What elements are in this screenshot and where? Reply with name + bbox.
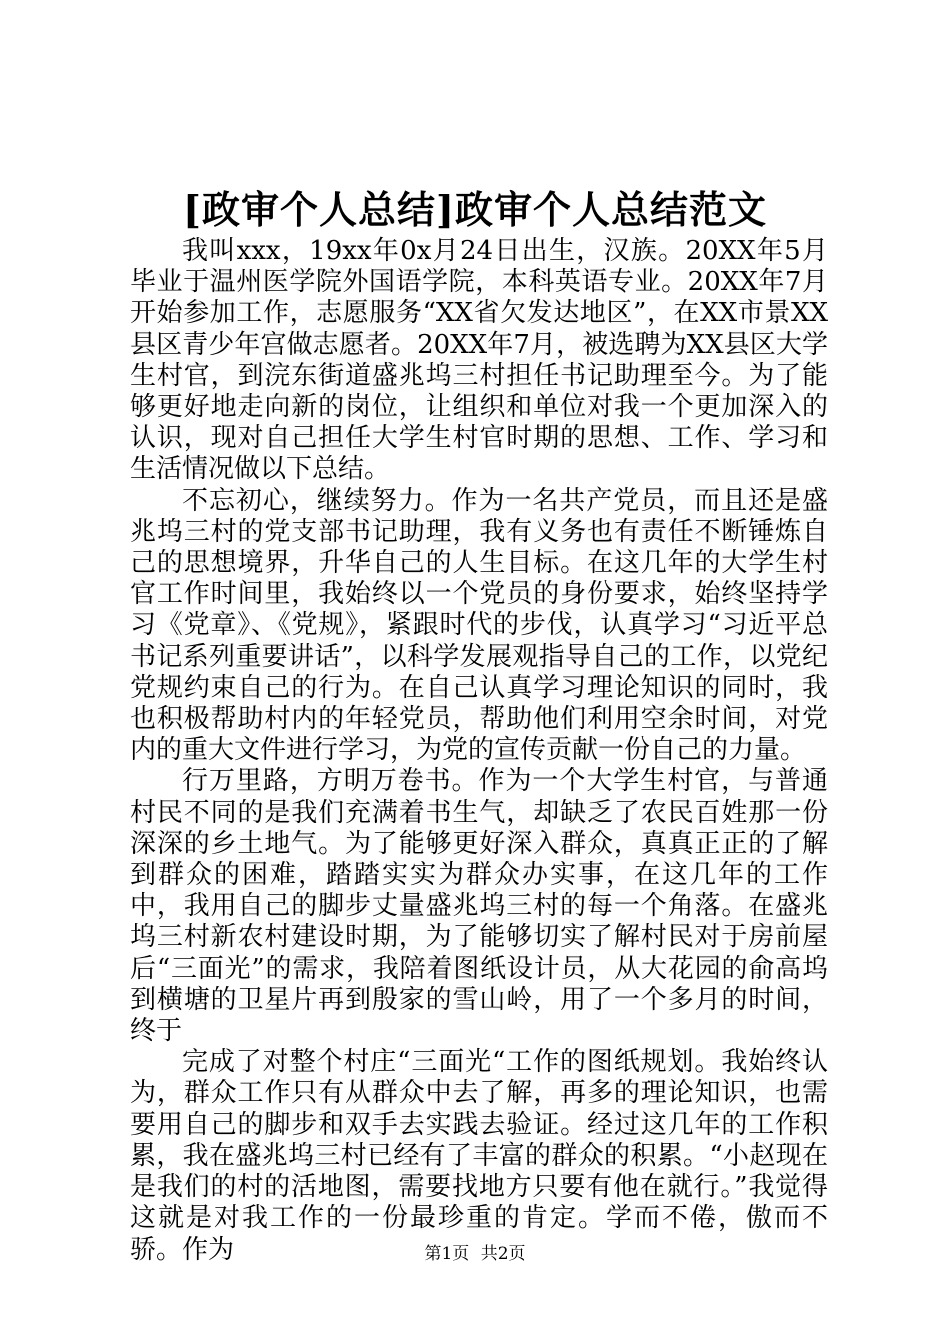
paragraph-party: 不忘初心，继续努力。作为一名共产党员，而且还是盛兆坞三村的党支部书记助理，我有义务也有责任不断锤炼自己的思想境界，升华自己的人生目标。在这几年的大学生村官工作时间里，我始终以一个党员的身份要求，始终坚持学习《党章》、《党规》，紧跟时代的步伐，认真学习“习近平总书记系列重要讲话”，以科学发展观指导自己的工作，以党纪党规约束自己的行为。在自己认真学习理论知识的同时，我也积极帮助村内的年轻党员，帮助他们利用空余时间，对党内的重大文件进行学习，为党的宣传贡献一份自己的力量。 — [130, 485, 828, 766]
paragraph-fieldwork: 行万里路，方明万卷书。作为一个大学生村官，与普通村民不同的是我们充满着书生气，却缺乏了农民百姓那一份深深的乡土地气。为了能够更好深入群众，真真正正的了解到群众的困难，踏踏实实为群众办实事，在这几年的工作中，我用自己的脚步丈量盛兆坞三村的每一个角落。在盛兆坞三村新农村建设时期，为了能够切实了解村民对于房前屋后“三面光”的需求，我陪着图纸设计员，从大花园的俞高坞到横塘的卫星片再到殷家的雪山岭，用了一个多月的时间，终于 — [130, 766, 828, 1047]
document-body — [130, 236, 828, 1266]
paragraph-intro: 我叫xxx，19xx年0x月24日出生，汉族。20XX年5月毕业于温州医学院外国语学院，本科英语专业。20XX年7月开始参加工作，志愿服务“XX省欠发达地区”，在XX市景XX县区青少年宫做志愿者。20XX年7月，被选聘为XX县区大学生村官，到浣东街道盛兆坞三村担任书记助理至今。为了能够更好地走向新的岗位，让组织和单位对我一个更加深入的认识，现对自己担任大学生村官时期的思想、工作、学习和生活情况做以下总结。 — [130, 236, 828, 485]
document-title: [政审个人总结]政审个人总结范文 — [183, 187, 767, 232]
paragraph-continuation: 完成了对整个村庄“三面光“工作的图纸规划。我始终认为，群众工作只有从群众中去了解，再多的理论知识，也需要用自己的脚步和双手去实践去验证。经过这几年的工作积累，我在盛兆坞三村已经有了丰富的群众的积累。“小赵现在是我们的村的活地图，需要找地方只要有他在就行。”我觉得这就是对我工作的一份最珍重的肯定。学而不倦，傲而不骄。作为 — [130, 1047, 828, 1265]
page-footer — [0, 1243, 950, 1265]
page-total: 共2页 — [480, 1244, 526, 1264]
page-number: 第1页 — [424, 1244, 470, 1264]
